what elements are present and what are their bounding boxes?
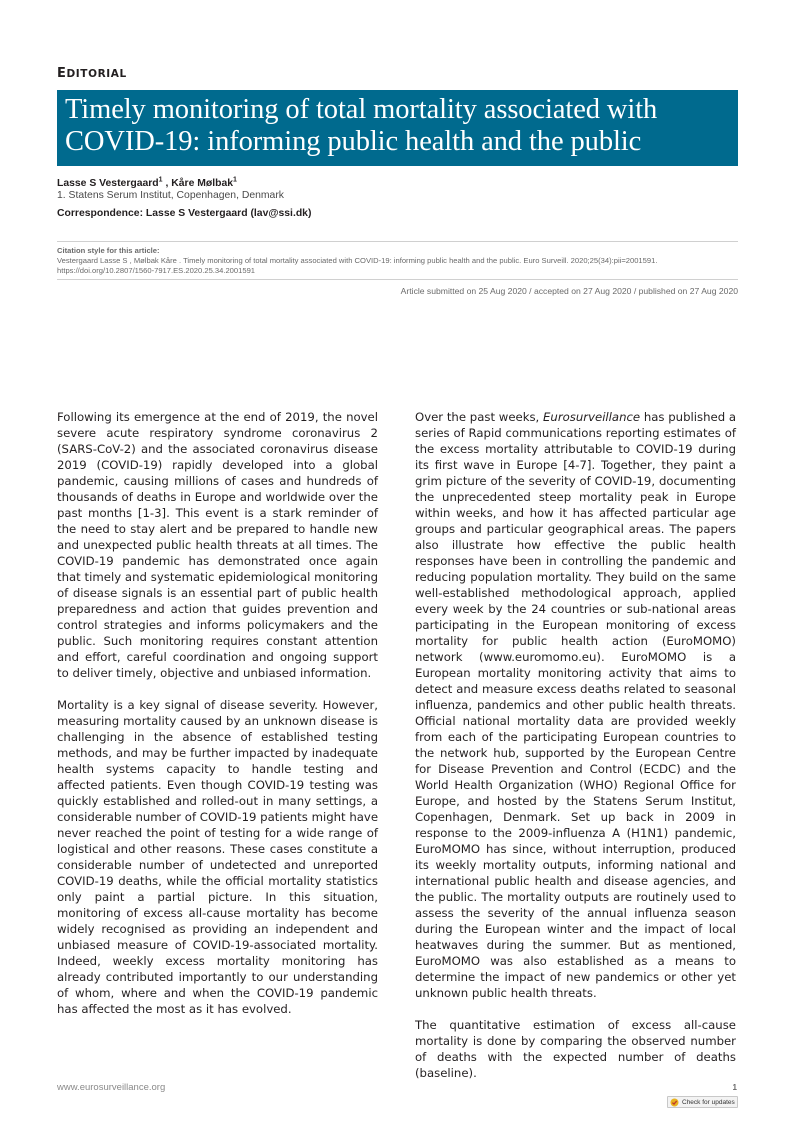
- body-paragraph: The quantitative estimation of excess all-cause mortality is done by comparing the observed number of deaths with the expected number of deaths (baseline).: [415, 1018, 736, 1080]
- body-paragraph: Following its emergence at the end of 2019, the novel severe acute respiratory syndrome coronavirus 2 (SARS-CoV-2) and the associated coronavirus disease 2019 (COVID-19) rapidly developed into a global pandemic, causing millions of cases and hundreds of thousands of deaths in Europe and worldwide over the past months [1-3]. This event is a stark reminder of the need to stay alert and be prepared to handle new and unexpected public health threats at all times. The COVID-19 pandemic has demonstrated once again that timely and systematic epidemiological monitoring of disease signals is an essential part of public health preparedness and action that guides prevention and control strategies and informs policymakers and the public. Such monitoring requires constant attention and effort, careful coordination and ongoing support to deliver timely, objective and unbiased information.: [57, 410, 378, 680]
- author-name: Lasse S Vestergaard: [57, 178, 159, 189]
- page-number: 1: [732, 1083, 737, 1092]
- divider: [57, 279, 738, 280]
- check-for-updates-badge[interactable]: [667, 1096, 738, 1108]
- check-for-updates-label: Check for updates: [682, 1098, 735, 1106]
- body-column-right: [415, 409, 736, 1081]
- affiliation-number: 1.: [57, 190, 66, 201]
- affiliation-marker: 1: [158, 176, 163, 184]
- article-title: Timely monitoring of total mortality associated with COVID-19: informing public health and the public: [65, 94, 658, 157]
- body-paragraph: Mortality is a key signal of disease severity. However, measuring mortality caused by an unknown disease is challenging in the absence of established testing methods, and may be further impacted by inadequate health systems capacity to handle testing and affected patients. Even though COVID-19 testing was quickly established and rolled-out in many settings, a considerable number of COVID-19 patients might have never reached the point of testing for a wide range of logistical and other reasons. These cases constitute a considerable number of undetected and unreported COVID-19 deaths, while the official mortality statistics only paint a partial picture. In this situation, monitoring of excess all-cause mortality has become widely recognised as providing an independent and unbiased measure of COVID-19-associated mortality. Indeed, weekly excess mortality monitoring has already contributed importantly to our understanding of whom, where and when the COVID-19 pandemic has affected the most as it has evolved.: [57, 698, 379, 1016]
- citation-heading: Citation style for this article:: [57, 246, 160, 255]
- citation-block: [57, 246, 738, 276]
- body-paragraph: Over the past weeks, Eurosurveillance has published a series of Rapid communications reporting estimates of the excess mortality attributable to COVID-19 during its first wave in Europe [4-7]. Together, they paint a grim picture of the severity of COVID-19, documenting the unprecedented steep mortality peak in Europe within weeks, and how it has affected particular age groups and particular geographical areas. The papers also illustrate how effective the public health responses have been in controlling the pandemic and reducing population mortality. They build on the same well-established methodological approach, applied every week by the 24 countries or sub-national areas participating in the European monitoring of excess mortality for public health action (EuroMOMO) network (www.euromomo.eu). EuroMOMO is a European mortality monitoring activity that aims to detect and measure excess deaths related to seasonal influenza, pandemics and other public health threats. Official national mortality data are provided weekly from each of the participating European countries to the network hub, supported by the European Centre for Disease Prevention and Control (ECDC) and the World Health Organization (WHO) Regional Office for Europe, and hosted by the Statens Serum Institut, Copenhagen, Denmark. Set up back in 2009 in response to the 2009-influenza A (H1N1) pandemic, EuroMOMO has since, without interruption, produced its weekly mortality outputs, informing national and international public health and disease agencies, and the public. The mortality outputs are routinely used to assess the severity of the annual influenza season during the European winter and the impact of local heatwaves during the summer. But as mentioned, EuroMOMO was also established as a means to determine the impact of new pandemics or other yet unknown public health threats.: [415, 410, 737, 1000]
- author-line: [57, 178, 237, 189]
- title-banner: [57, 90, 738, 166]
- section-label: EDITORIAL: [57, 66, 127, 81]
- check-for-updates-icon: [670, 1098, 679, 1107]
- divider: [57, 241, 738, 242]
- submission-dates: Article submitted on 25 Aug 2020 / accepted on 27 Aug 2020 / published on 27 Aug 2020: [400, 286, 738, 296]
- author-name: Kåre Mølbak: [171, 178, 234, 189]
- correspondence-text: Correspondence: Lasse S Vestergaard (lav@ssi.dk): [57, 208, 312, 219]
- footer-url[interactable]: www.eurosurveillance.org: [57, 1082, 166, 1093]
- author-separator: ,: [162, 178, 172, 189]
- journal-name: Eurosurveillance: [543, 410, 641, 424]
- citation-text: Vestergaard Lasse S , Mølbak Kåre . Timely monitoring of total mortality associated with COVID-19: informing public health and the public. Euro Surveill. 2020;25(34):pii=2001591. https://doi.org/10.2807/1560-7917.ES.2020.25.34.2001591: [57, 256, 658, 275]
- body-column-left: [57, 409, 378, 1017]
- correspondence: [57, 208, 311, 219]
- affiliation-text: Statens Serum Institut, Copenhagen, Denmark: [65, 190, 284, 201]
- affiliation-marker: 1: [233, 176, 237, 184]
- affiliation: [57, 190, 284, 201]
